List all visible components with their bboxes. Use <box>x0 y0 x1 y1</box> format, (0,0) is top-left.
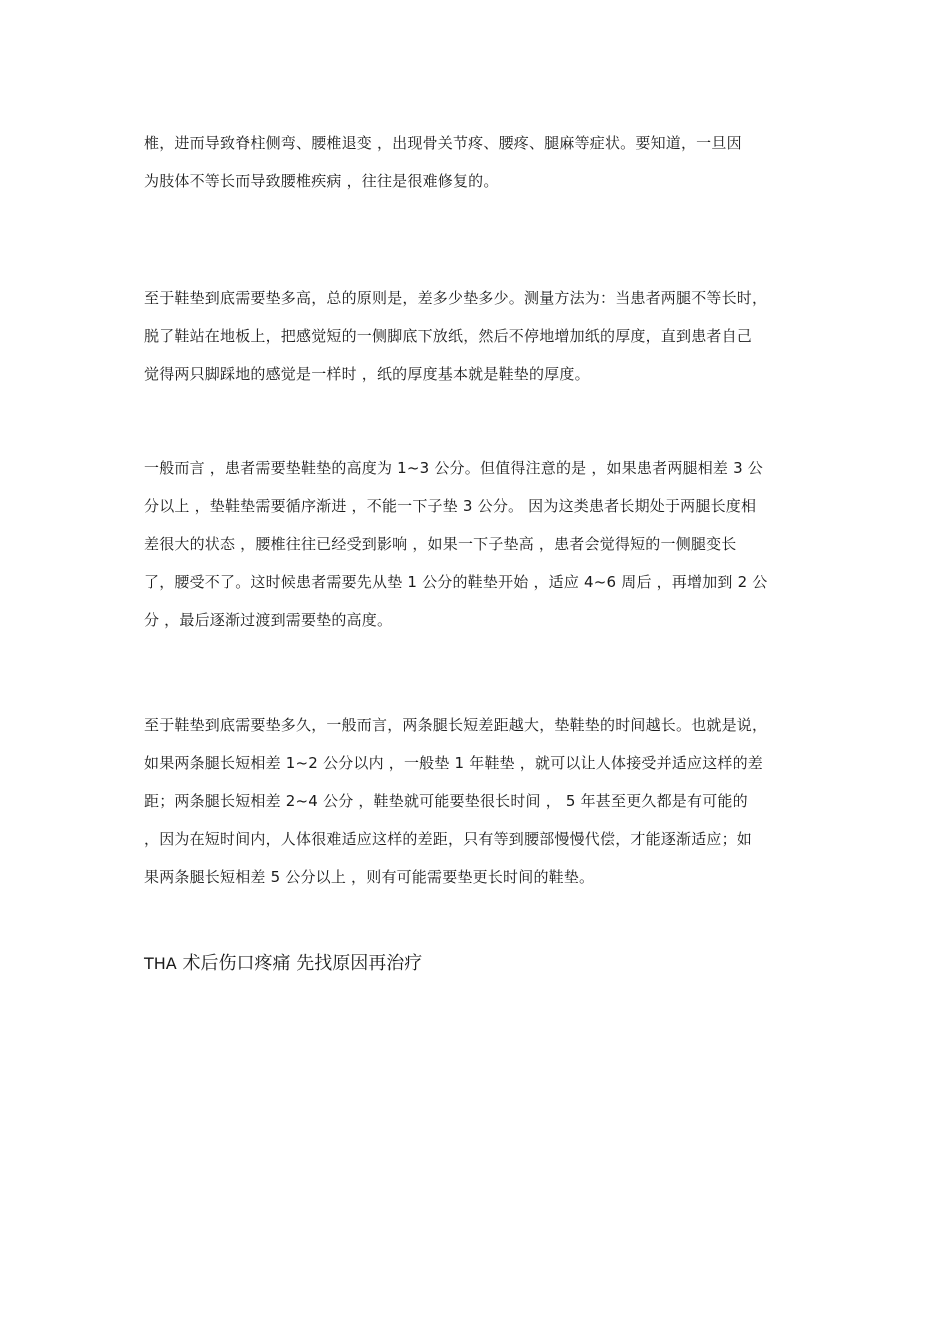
heading-text: 术后伤口疼痛 先找原因再治疗 <box>176 953 423 974</box>
paragraph-line: 脱了鞋站在地板上，把感觉短的一侧脚底下放纸，然后不停地增加纸的厚度，直到患者自己 <box>144 327 753 345</box>
paragraph-3 <box>144 449 812 639</box>
paragraph-line: 分 ，最后逐渐过渡到需要垫的高度。 <box>144 611 393 629</box>
paragraph-line: 果两条腿长短相差 5 公分以上 ，则有可能需要垫更长时间的鞋垫。 <box>144 868 595 886</box>
paragraph-line: 椎，进而导致脊柱侧弯、腰椎退变 ，出现骨关节疼、腰疼、腿麻等症状。要知道，一旦因 <box>144 134 742 152</box>
paragraph-1 <box>144 124 812 200</box>
paragraph-line: 了，腰受不了。这时候患者需要先从垫 1 公分的鞋垫开始 ，适应 4~6 周后 ，再增加到 2 公 <box>144 573 768 591</box>
paragraph-line: 分以上 ，垫鞋垫需要循序渐进 ，不能一下子垫 3 公分。 因为这类患者长期处于两腿长度相 <box>144 497 757 515</box>
paragraph-line: 一般而言 ，患者需要垫鞋垫的高度为 1~3 公分。但值得注意的是 ，如果患者两腿相差 3 公 <box>144 459 764 477</box>
paragraph-line: 至于鞋垫到底需要垫多久，一般而言，两条腿长短差距越大，垫鞋垫的时间越长。也就是说， <box>144 716 768 734</box>
paragraph-line: 为肢体不等长而导致腰椎疾病 ，往往是很难修复的。 <box>144 172 499 190</box>
paragraph-line: ，因为在短时间内，人体很难适应这样的差距，只有等到腰部慢慢代偿，才能逐渐适应；如 <box>144 830 753 848</box>
paragraph-line: 如果两条腿长短相差 1~2 公分以内 ，一般垫 1 年鞋垫 ，就可以让人体接受并适应这样的差 <box>144 754 764 772</box>
paragraph-line: 至于鞋垫到底需要垫多高，总的原则是，差多少垫多少。测量方法为：当患者两腿不等长时， <box>144 289 768 307</box>
section-heading <box>144 948 422 980</box>
heading-prefix: THA <box>144 954 177 973</box>
paragraph-line: 差很大的状态 ，腰椎往往已经受到影响 ，如果一下子垫高 ，患者会觉得短的一侧腿变长 <box>144 535 737 553</box>
paragraph-line: 觉得两只脚踩地的感觉是一样时 ，纸的厚度基本就是鞋垫的厚度。 <box>144 365 590 383</box>
paragraph-4 <box>144 706 812 896</box>
paragraph-line: 距；两条腿长短相差 2~4 公分 ，鞋垫就可能要垫很长时间 ， 5 年甚至更久都是有可能的 <box>144 792 748 810</box>
paragraph-2 <box>144 279 812 393</box>
